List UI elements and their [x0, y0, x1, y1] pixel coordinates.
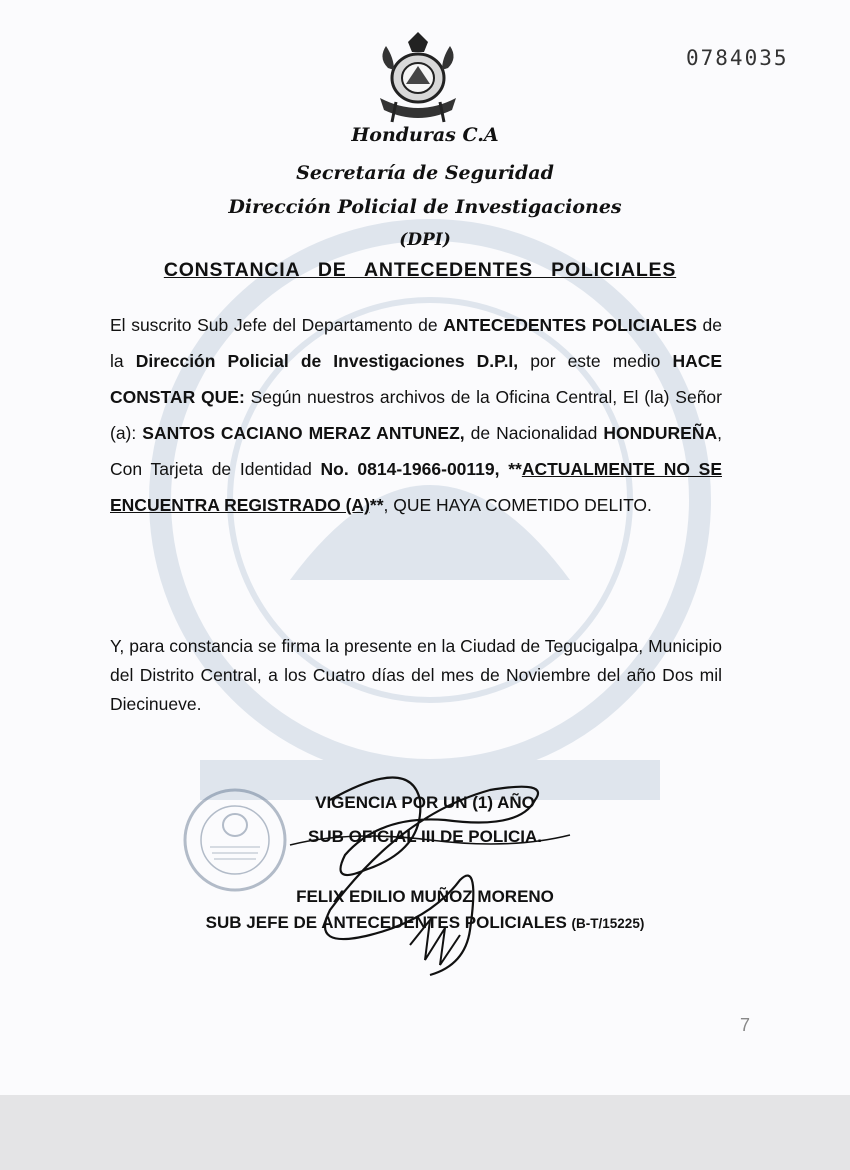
page-mark: 7 — [740, 1015, 751, 1035]
department-name: ANTECEDENTES POLICIALES — [443, 315, 697, 335]
scan-bottom-strip — [0, 1095, 850, 1170]
officer-position: SUB JEFE DE ANTECEDENTES POLICIALES — [205, 913, 567, 932]
id-number: No. 0814-1966-00119, — [320, 459, 500, 479]
certification-paragraph — [110, 307, 722, 523]
nationality: HONDUREÑA — [603, 423, 718, 443]
asterisks: ** — [369, 495, 384, 515]
document-title: CONSTANCIA DE ANTECEDENTES POLICIALES — [163, 259, 677, 281]
directorate-name: Dirección Policial de Investigaciones D.P.I, — [135, 351, 519, 371]
serial-number: 0784035 — [686, 46, 789, 70]
asterisks: ** — [508, 459, 522, 479]
person-name: SANTOS CACIANO MERAZ ANTUNEZ, — [142, 423, 465, 443]
validity-line: VIGENCIA POR UN (1) AÑO — [315, 793, 535, 812]
officer-badge: (B-T/15225) — [571, 916, 645, 931]
header-ministry: Secretaría de Seguridad — [296, 162, 554, 184]
header-directorate: Dirección Policial de Investigaciones — [228, 196, 622, 218]
officer-name: FELIX EDILIO MUÑOZ MORENO — [296, 887, 554, 906]
closing-paragraph: Y, para constancia se firma la presente en la Ciudad de Tegucigalpa, Municipio del Distrito Central, a los Cuatro días del mes de Noviembre del año Dos mil Diecinueve. — [110, 636, 722, 714]
honduras-coat-of-arms-icon — [372, 28, 464, 126]
text-segment — [500, 459, 509, 479]
text-segment: por este medio — [518, 351, 673, 371]
text-segment: El suscrito Sub Jefe del Departamento de — [110, 315, 444, 335]
text-segment: , QUE HAYA COMETIDO DELITO. — [383, 495, 652, 515]
certifies-phrase: HACE CONSTAR QUE: — [110, 351, 723, 407]
header-country: Honduras C.A — [351, 124, 499, 146]
text-segment: de Nacionalidad — [464, 423, 604, 443]
text-segment: Según nuestros archivos de la Oficina Central, El (la) Señor (a): — [110, 387, 722, 443]
header-acronym: (DPI) — [399, 230, 451, 250]
text-segment: de la — [110, 315, 722, 371]
handwritten-signature — [270, 760, 600, 990]
officer-rank: SUB OFICIAL III DE POLICIA. — [308, 827, 542, 846]
record-status: ACTUALMENTE NO SE ENCUENTRA REGISTRADO (A) — [110, 459, 722, 515]
text-segment: , Con Tarjeta de Identidad — [110, 423, 722, 479]
